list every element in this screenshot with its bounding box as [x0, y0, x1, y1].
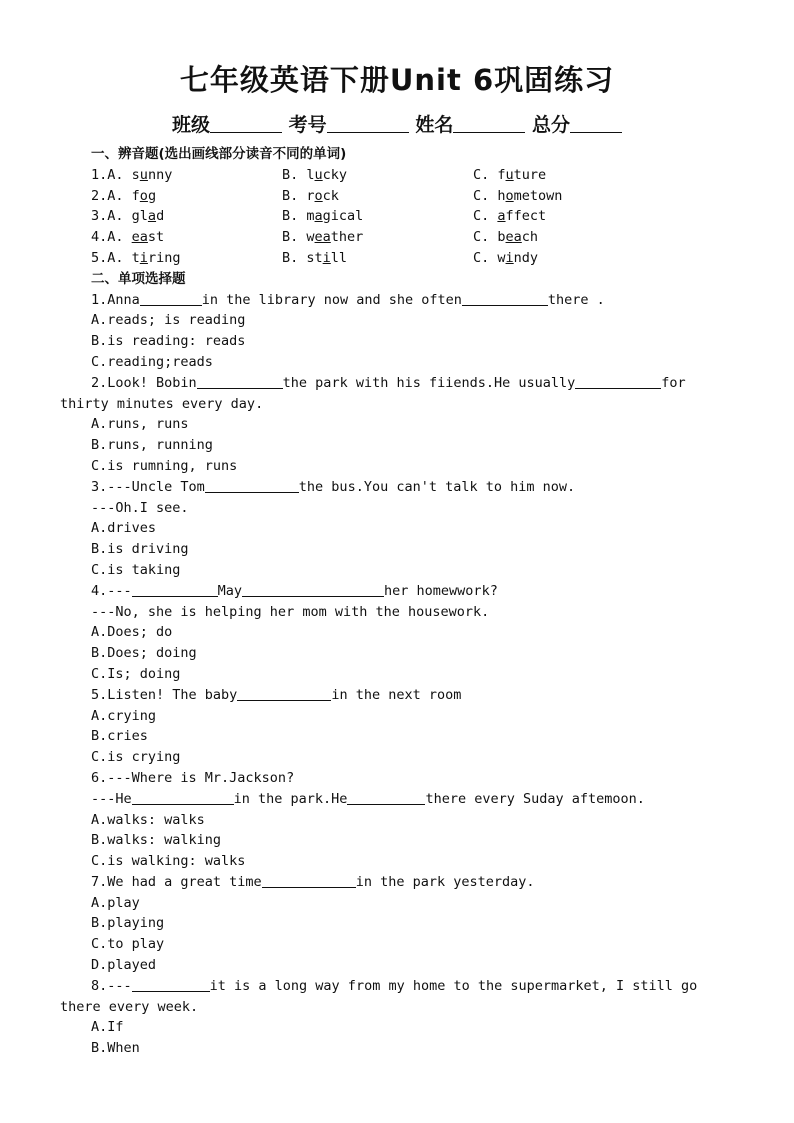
exam-number-label: 考号 [288, 114, 327, 136]
option[interactable]: A.crying [91, 707, 157, 724]
total-score-blank[interactable] [570, 113, 622, 133]
option[interactable]: B.cries [91, 728, 148, 745]
answer-blank[interactable] [132, 582, 218, 597]
answer-blank[interactable] [205, 478, 299, 493]
answer-blank[interactable] [237, 686, 331, 701]
answer-blank[interactable] [462, 291, 548, 306]
question-2: 2.Look! Bobin the park with his fiiends.He usually for thirty minutes every day. [60, 374, 686, 412]
option[interactable]: A.drives [91, 520, 157, 537]
answer-blank[interactable] [132, 977, 210, 992]
total-score-label: 总分 [531, 114, 570, 136]
phonetics-row-3: 3.A. glad B. magical C. affect [91, 208, 547, 225]
question-3-reply: ---Oh.I see. [91, 499, 189, 516]
option[interactable]: B.runs, running [91, 437, 213, 454]
name-label: 姓名 [415, 114, 454, 136]
option[interactable]: C.Is; doing [91, 665, 181, 682]
worksheet-content [60, 144, 736, 1059]
worksheet-title: 七年级英语下册Unit 6巩固练习 [179, 63, 615, 97]
class-blank[interactable] [210, 113, 282, 133]
option[interactable]: A.Does; do [91, 624, 173, 641]
option[interactable]: A.runs, runs [91, 416, 189, 433]
option[interactable]: C.is taking [91, 561, 181, 578]
option[interactable]: A.reads; is reading [91, 312, 246, 329]
question-6: 6.---Where is Mr.Jackson? [91, 769, 295, 786]
option[interactable]: C.is crying [91, 749, 181, 766]
class-label: 班级 [172, 114, 211, 136]
section2-heading: 二、单项选择题 [91, 270, 186, 287]
option[interactable]: A.If [91, 1019, 124, 1036]
option[interactable]: D.played [91, 957, 157, 974]
option[interactable]: B.walks: walking [91, 832, 222, 849]
question-3: 3.---Uncle Tom the bus.You can't talk to him now. [91, 478, 576, 495]
option[interactable]: B.Does; doing [91, 645, 197, 662]
answer-blank[interactable] [262, 873, 356, 888]
phonetics-row-5: 5.A. tiring B. still C. windy [91, 249, 539, 266]
option[interactable]: A.play [91, 894, 140, 911]
option[interactable]: B.is reading: reads [91, 333, 246, 350]
question-1: 1.Anna in the library now and she often there . [91, 291, 605, 308]
option[interactable]: B.When [91, 1040, 140, 1057]
option[interactable]: A.walks: walks [91, 811, 205, 828]
phonetics-row-1: 1.A. sunny B. lucky C. future [91, 166, 547, 183]
answer-blank[interactable] [575, 374, 661, 389]
option[interactable]: C.reading;reads [91, 353, 213, 370]
phonetics-row-2: 2.A. fog B. rock C. hometown [91, 187, 563, 204]
option[interactable]: B.is driving [91, 541, 189, 558]
section1-heading: 一、辨音题(选出画线部分读音不同的单词) [91, 146, 347, 162]
question-4-reply: ---No, she is helping her mom with the housework. [91, 603, 490, 620]
option[interactable]: B.playing [91, 915, 165, 932]
phonetics-row-4: 4.A. east B. weather C. beach [91, 229, 539, 246]
question-8: 8.--- it is a long way from my home to the supermarket, I still go there every week. [60, 977, 698, 1015]
answer-blank[interactable] [242, 582, 384, 597]
answer-blank[interactable] [132, 790, 234, 805]
option[interactable]: C.is walking: walks [91, 853, 246, 870]
option[interactable]: C.is rumning, runs [91, 457, 238, 474]
name-blank[interactable] [453, 113, 525, 133]
question-4: 4.--- May her homewwork? [91, 582, 498, 599]
question-7: 7.We had a great time in the park yesterday. [91, 873, 535, 890]
answer-blank[interactable] [140, 291, 202, 306]
exam-number-blank[interactable] [327, 113, 409, 133]
answer-blank[interactable] [197, 374, 283, 389]
question-5: 5.Listen! The baby in the next room [91, 686, 462, 703]
question-6-reply: ---He in the park.He there every Suday aftemoon. [91, 790, 645, 807]
option[interactable]: C.to play [91, 936, 165, 953]
student-info-line [0, 110, 794, 137]
answer-blank[interactable] [347, 790, 425, 805]
